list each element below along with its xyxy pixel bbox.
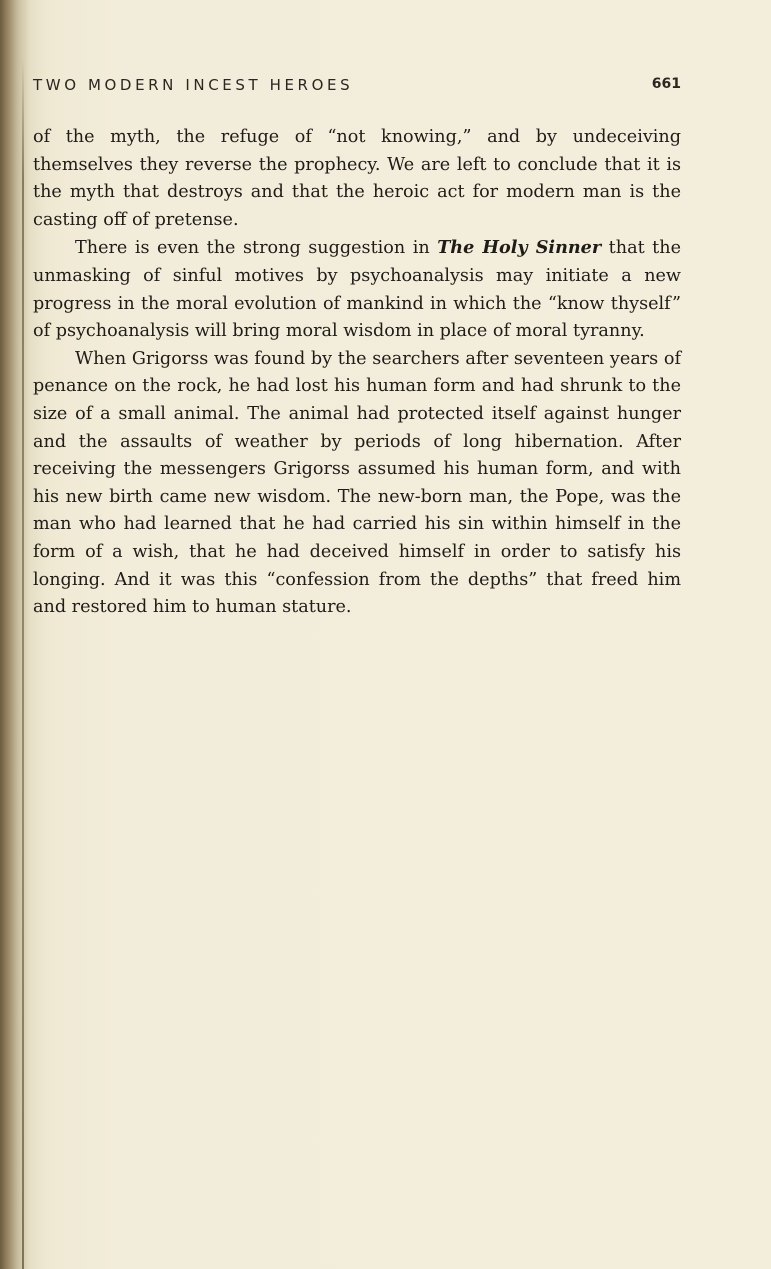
body-text — [33, 124, 681, 622]
paragraph-3 — [33, 346, 681, 622]
paragraph-1-text: of the myth, the refuge of “not knowing,” and by undeceiving themselves they reverse the prophecy. We are left to conclude that it is the myth that destroys and that the heroic act for modern man is the casting off of pretense. — [33, 127, 681, 230]
running-head — [33, 76, 681, 100]
paragraph-3-text: When Grigorss was found by the searchers after seventeen years of penance on the rock, he had lost his human form and had shrunk to the size of a small animal. The animal had protected itself against hunger and the assaults of weather by periods of long hibernation. After receiving the messengers Grigorss assumed his human form, and with his new birth came new wisdom. The new-born man, the Pope, was the man who had learned that he had carried his sin within himself in the form of a wish, that he had deceived himself in order to satisfy his longing. And it was this “confession from the depths” that freed him and restored him to human stature. — [33, 348, 681, 618]
binding-gutter — [22, 60, 24, 1269]
paragraph-1 — [33, 124, 681, 234]
book-title-italic: The Holy Sinner — [437, 237, 602, 259]
paragraph-2 — [33, 234, 681, 345]
paragraph-2-before: There is even the strong suggestion in — [75, 238, 438, 259]
paragraph-2-after: that the unmasking of sinful motives by psychoanalysis may initiate a new progress in the moral evolution of mankind in which the “know thyself” of psychoanalysis will bring moral wisdom in place of moral tyranny. — [33, 238, 681, 342]
running-title: TWO MODERN INCEST HEROES — [33, 76, 354, 94]
page-number: 661 — [651, 76, 681, 92]
